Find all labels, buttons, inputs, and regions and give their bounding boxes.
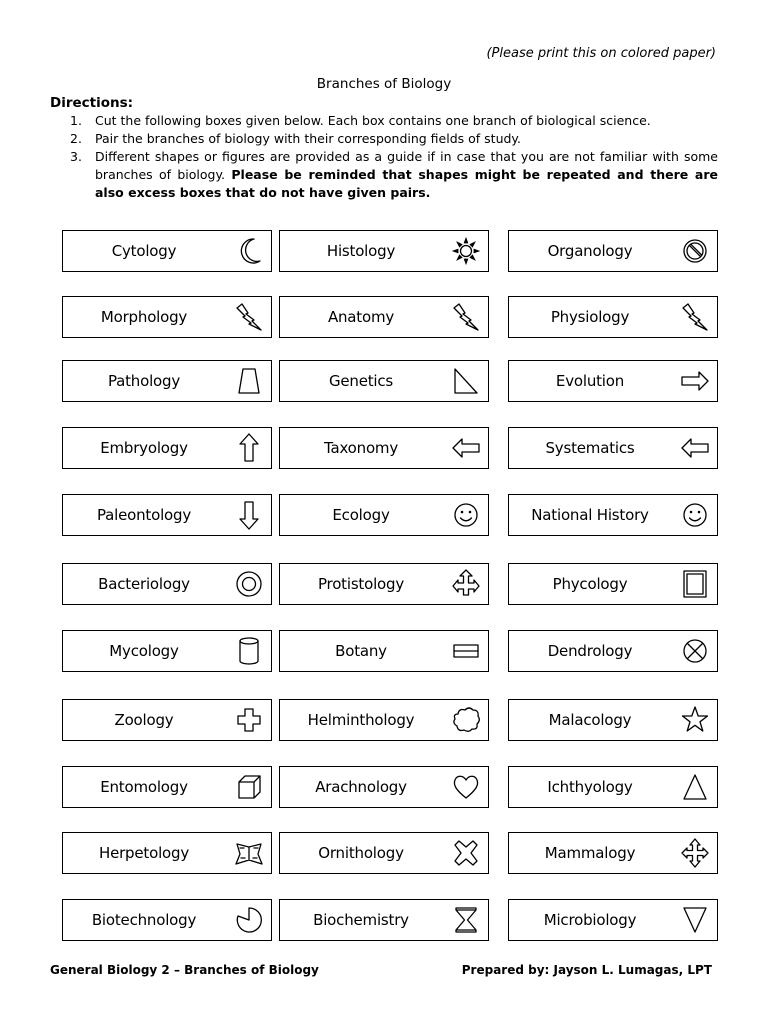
lightning-bolt-icon bbox=[235, 302, 263, 332]
branch-card bbox=[508, 230, 718, 272]
branch-label: Evolution bbox=[555, 372, 625, 390]
branch-card bbox=[508, 699, 718, 741]
frame-icon bbox=[681, 569, 709, 599]
branch-label: Embryology bbox=[100, 439, 188, 457]
directions-heading: Directions: bbox=[50, 95, 134, 111]
branch-card bbox=[62, 230, 272, 272]
branch-card bbox=[279, 766, 489, 808]
direction-number: 1. bbox=[70, 113, 82, 128]
branch-label: Morphology bbox=[100, 308, 188, 326]
prohibited-circle-icon bbox=[681, 236, 709, 266]
left-arrow-icon bbox=[681, 433, 709, 463]
branch-card bbox=[508, 296, 718, 338]
branch-label: Biochemistry bbox=[313, 911, 409, 929]
smiley-face-icon bbox=[452, 500, 480, 530]
page-title: Branches of Biology bbox=[316, 76, 452, 92]
branch-label: Genetics bbox=[328, 372, 394, 390]
direction-bold-note: Please be reminded that shapes might be repeated and there are also excess boxes that do not have given pairs. bbox=[95, 167, 718, 200]
cloud-icon bbox=[452, 705, 480, 735]
right-arrow-icon bbox=[681, 366, 709, 396]
branch-card bbox=[508, 899, 718, 941]
circled-x-icon bbox=[681, 636, 709, 666]
branch-card bbox=[62, 494, 272, 536]
branch-card bbox=[279, 899, 489, 941]
hourglass-icon bbox=[452, 905, 480, 935]
branch-card bbox=[62, 899, 272, 941]
heart-icon bbox=[452, 772, 480, 802]
triangle-icon bbox=[681, 772, 709, 802]
branch-label: Cytology bbox=[111, 242, 177, 260]
branch-card bbox=[508, 630, 718, 672]
open-book-icon bbox=[235, 838, 263, 868]
double-bar-icon bbox=[452, 636, 480, 666]
branch-label: Phycology bbox=[552, 575, 628, 593]
branch-label: Organology bbox=[547, 242, 633, 260]
branch-card bbox=[279, 296, 489, 338]
branch-label: Protistology bbox=[317, 575, 405, 593]
branch-card bbox=[508, 427, 718, 469]
branch-label: Entomology bbox=[100, 778, 188, 796]
moon-wedge-icon bbox=[235, 905, 263, 935]
cube-icon bbox=[235, 772, 263, 802]
branch-label: Ornithology bbox=[318, 844, 404, 862]
right-triangle-icon bbox=[452, 366, 480, 396]
down-triangle-icon bbox=[681, 905, 709, 935]
down-arrow-icon bbox=[235, 500, 263, 530]
crescent-moon-icon bbox=[235, 236, 263, 266]
branch-card bbox=[62, 832, 272, 874]
branch-card bbox=[279, 630, 489, 672]
direction-number: 3. bbox=[70, 149, 82, 164]
branch-label: Mycology bbox=[109, 642, 179, 660]
branch-card bbox=[508, 494, 718, 536]
branch-card bbox=[279, 494, 489, 536]
branch-card bbox=[62, 296, 272, 338]
branch-card bbox=[508, 766, 718, 808]
left-arrow-icon bbox=[452, 433, 480, 463]
branch-label: Biotechnology bbox=[91, 911, 197, 929]
trapezoid-icon bbox=[235, 366, 263, 396]
branch-label: Anatomy bbox=[327, 308, 395, 326]
branch-label: Zoology bbox=[114, 711, 174, 729]
print-note: (Please print this on colored paper) bbox=[486, 46, 716, 61]
branch-label: Dendrology bbox=[547, 642, 633, 660]
direction-text: Cut the following boxes given below. Each box contains one branch of biological science. bbox=[95, 113, 651, 128]
up-arrow-icon bbox=[235, 433, 263, 463]
direction-number: 2. bbox=[70, 131, 82, 146]
branch-label: Microbiology bbox=[543, 911, 637, 929]
branch-card bbox=[279, 563, 489, 605]
direction-item bbox=[70, 130, 718, 148]
branch-card bbox=[508, 832, 718, 874]
cylinder-icon bbox=[235, 636, 263, 666]
branch-card bbox=[62, 563, 272, 605]
branch-label: Histology bbox=[326, 242, 396, 260]
branch-label: Ichthyology bbox=[547, 778, 633, 796]
branch-label: Herpetology bbox=[98, 844, 190, 862]
star-icon bbox=[681, 705, 709, 735]
branch-card bbox=[62, 360, 272, 402]
direction-item bbox=[70, 112, 718, 130]
donut-icon bbox=[235, 569, 263, 599]
smiley-face-icon bbox=[681, 500, 709, 530]
branch-card bbox=[279, 230, 489, 272]
branch-label: Physiology bbox=[550, 308, 630, 326]
branch-card bbox=[279, 699, 489, 741]
branch-card bbox=[62, 630, 272, 672]
branch-label: Taxonomy bbox=[323, 439, 399, 457]
footer-course: General Biology 2 – Branches of Biology bbox=[50, 963, 319, 977]
branch-label: National History bbox=[531, 506, 649, 524]
x-outline-icon bbox=[452, 838, 480, 868]
branch-card bbox=[62, 699, 272, 741]
branch-label: Mammalogy bbox=[544, 844, 636, 862]
branch-card bbox=[279, 360, 489, 402]
four-way-arrow-icon bbox=[681, 838, 709, 868]
directions-list bbox=[70, 112, 718, 202]
sun-icon bbox=[452, 236, 480, 266]
branch-card bbox=[62, 427, 272, 469]
direction-text: Pair the branches of biology with their corresponding fields of study. bbox=[95, 131, 522, 146]
branch-card bbox=[508, 360, 718, 402]
branch-label: Pathology bbox=[107, 372, 181, 390]
branch-label: Arachnology bbox=[315, 778, 407, 796]
direction-text: Different shapes or figures are provided as a guide if in case that you are not familiar with some branches of biology. Please be reminded that shapes might be repeated and there are also excess boxes that do not have given pairs. bbox=[95, 149, 718, 200]
plus-outline-icon bbox=[235, 705, 263, 735]
lightning-bolt-icon bbox=[452, 302, 480, 332]
branch-label: Ecology bbox=[332, 506, 390, 524]
branch-card bbox=[62, 766, 272, 808]
branch-label: Bacteriology bbox=[98, 575, 190, 593]
branch-label: Malacology bbox=[548, 711, 632, 729]
footer-author: Prepared by: Jayson L. Lumagas, LPT bbox=[461, 963, 712, 977]
branch-label: Botany bbox=[335, 642, 387, 660]
branch-card bbox=[279, 832, 489, 874]
branch-card bbox=[508, 563, 718, 605]
direction-item bbox=[70, 148, 718, 202]
branch-label: Helminthology bbox=[307, 711, 415, 729]
branch-label: Systematics bbox=[545, 439, 635, 457]
lightning-bolt-icon bbox=[681, 302, 709, 332]
branch-label: Paleontology bbox=[96, 506, 192, 524]
three-way-arrow-icon bbox=[452, 569, 480, 599]
branch-card bbox=[279, 427, 489, 469]
